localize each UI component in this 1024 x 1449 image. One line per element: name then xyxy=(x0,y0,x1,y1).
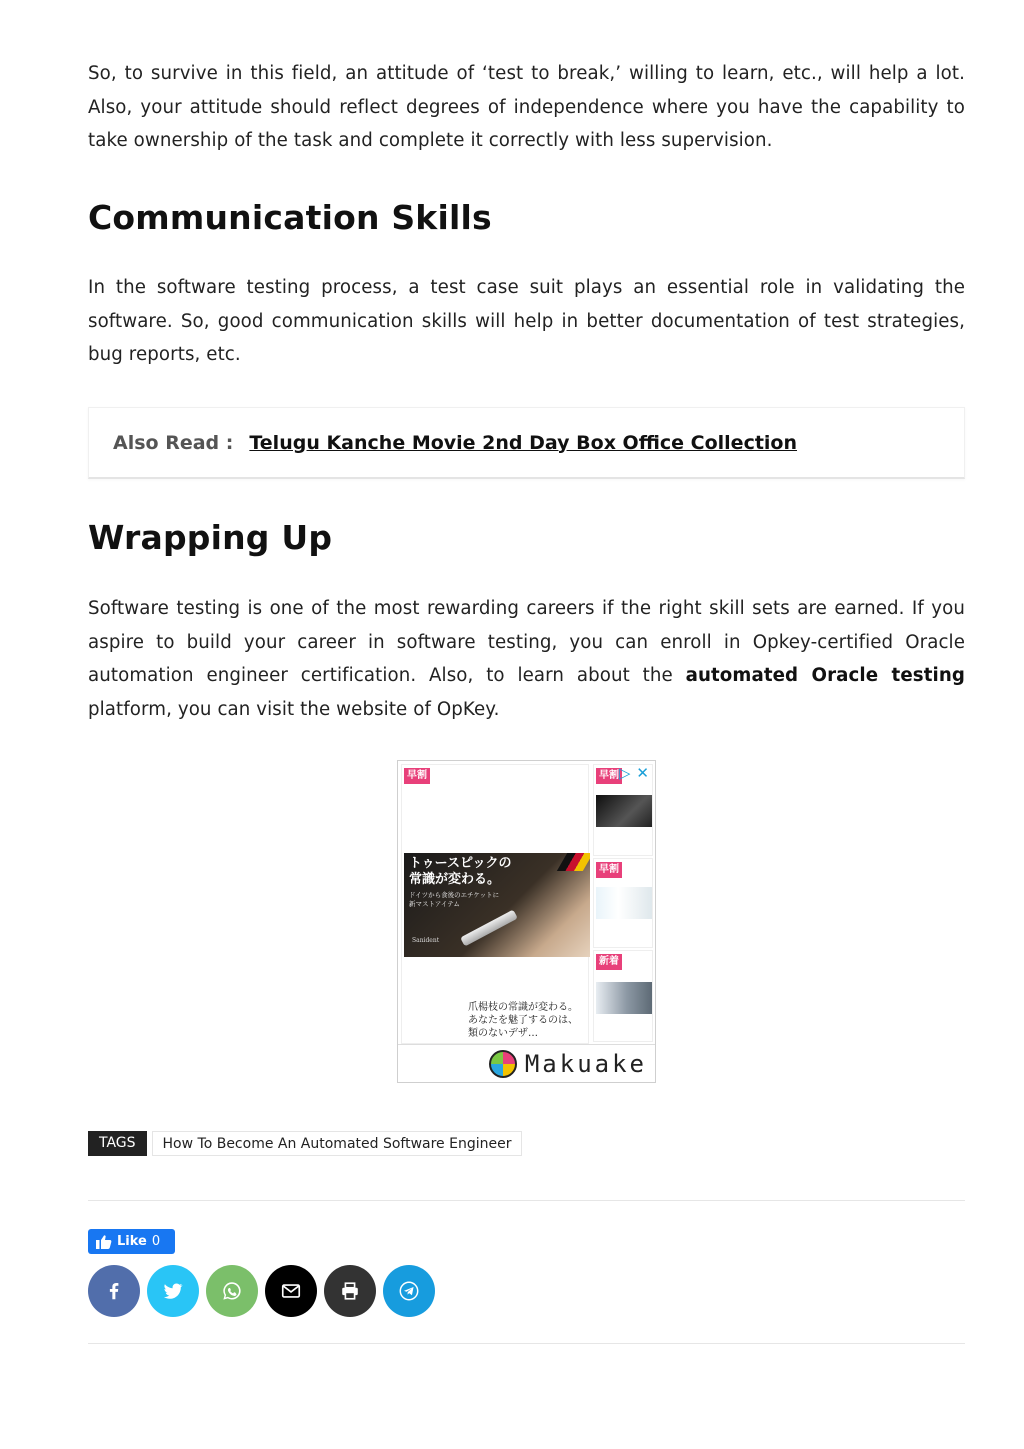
tags-label: TAGS xyxy=(88,1131,147,1156)
also-read-box xyxy=(88,407,965,479)
communication-skills-heading: Communication Skills xyxy=(88,198,492,237)
ad-headline-line2: 常識が変わる。 xyxy=(409,872,501,887)
also-read-label: Also Read : xyxy=(113,431,234,454)
ad-side-thumb-image xyxy=(596,887,652,919)
ad-subtext-line1: ドイツから食後のエチケットに xyxy=(409,891,500,899)
ad-subtext-line2: 新マストアイテム xyxy=(409,900,460,908)
wrapping-paragraph-text: Software testing is one of the most rewarding careers if the right skill sets are earned. If you aspire to build your career in software testing, you can enroll in Opkey-certified Oracle automation engineer certification. Also, to learn about the xyxy=(88,598,965,687)
also-read-link[interactable]: Telugu Kanche Movie 2nd Day Box Office Collection xyxy=(249,431,798,454)
intro-paragraph: So, to survive in this field, an attitude of ‘test to break,’ willing to learn, etc., will help a lot. Also, your attitude should reflect degrees of independence where you have the capability to take ownership of the task and complete it correctly with less supervision. xyxy=(88,63,965,152)
ad-side-item[interactable] xyxy=(593,950,653,1042)
divider xyxy=(88,1343,965,1344)
tags-row xyxy=(88,1131,522,1156)
email-share-button[interactable] xyxy=(265,1265,317,1317)
automated-oracle-testing-link[interactable]: automated Oracle testing xyxy=(685,665,965,687)
ad-headline-line1: トゥースピックの xyxy=(409,856,512,871)
like-label: Like xyxy=(117,1234,147,1249)
toothpick-image xyxy=(460,910,518,947)
facebook-share-button[interactable] xyxy=(88,1265,140,1317)
whatsapp-icon xyxy=(221,1280,243,1302)
ad-subtext xyxy=(409,891,499,909)
print-button[interactable] xyxy=(324,1265,376,1317)
ad-choices[interactable] xyxy=(619,764,649,782)
makuake-logo-icon xyxy=(489,1050,517,1078)
makuake-logo-text: Makuake xyxy=(524,1049,647,1078)
envelope-icon xyxy=(280,1280,302,1302)
twitter-icon xyxy=(162,1280,184,1302)
printer-icon xyxy=(339,1280,361,1302)
ad-main-card[interactable] xyxy=(401,764,589,1044)
ad-side-thumb-image xyxy=(596,795,652,827)
thumbs-up-icon xyxy=(96,1235,112,1249)
facebook-like-button[interactable] xyxy=(88,1229,175,1254)
ad-brand: Sanident xyxy=(412,937,440,944)
german-flag-stripe xyxy=(557,853,590,871)
ad-caption[interactable]: 爪楊枝の常識が変わる。あなたを魅了するのは、類のないデザ… xyxy=(468,1002,578,1039)
twitter-share-button[interactable] xyxy=(147,1265,199,1317)
ad-side-badge: 早割 xyxy=(596,862,622,878)
share-buttons xyxy=(88,1265,435,1317)
ad-side-thumb-image xyxy=(596,982,652,1014)
adchoices-icon[interactable]: ▷ xyxy=(618,764,631,782)
telegram-icon xyxy=(398,1280,420,1302)
ad-side-item[interactable] xyxy=(593,858,653,948)
wrapping-paragraph-tail: platform, you can visit the website of OpKey. xyxy=(88,698,500,720)
tag-link[interactable]: How To Become An Automated Software Engineer xyxy=(152,1131,523,1156)
like-count: 0 xyxy=(151,1234,161,1249)
ad-badge-early: 早割 xyxy=(404,768,430,784)
facebook-icon xyxy=(103,1280,125,1302)
ad-side-badge: 新着 xyxy=(596,954,622,970)
wrapping-up-heading: Wrapping Up xyxy=(88,518,333,557)
ad-footer[interactable] xyxy=(398,1044,655,1082)
wrapping-paragraph xyxy=(88,592,965,726)
communication-paragraph: In the software testing process, a test case suit plays an essential role in validating the software. So, good communication skills will help in better documentation of test strategies, bug reports, etc. xyxy=(88,277,965,366)
ad-side-badge: 早割 xyxy=(596,768,622,784)
close-icon[interactable]: ✕ xyxy=(636,764,649,782)
ad-headline xyxy=(409,856,512,888)
divider xyxy=(88,1200,965,1201)
whatsapp-share-button[interactable] xyxy=(206,1265,258,1317)
ad-product-image[interactable] xyxy=(404,853,590,957)
advertisement[interactable] xyxy=(397,760,656,1083)
telegram-share-button[interactable] xyxy=(383,1265,435,1317)
